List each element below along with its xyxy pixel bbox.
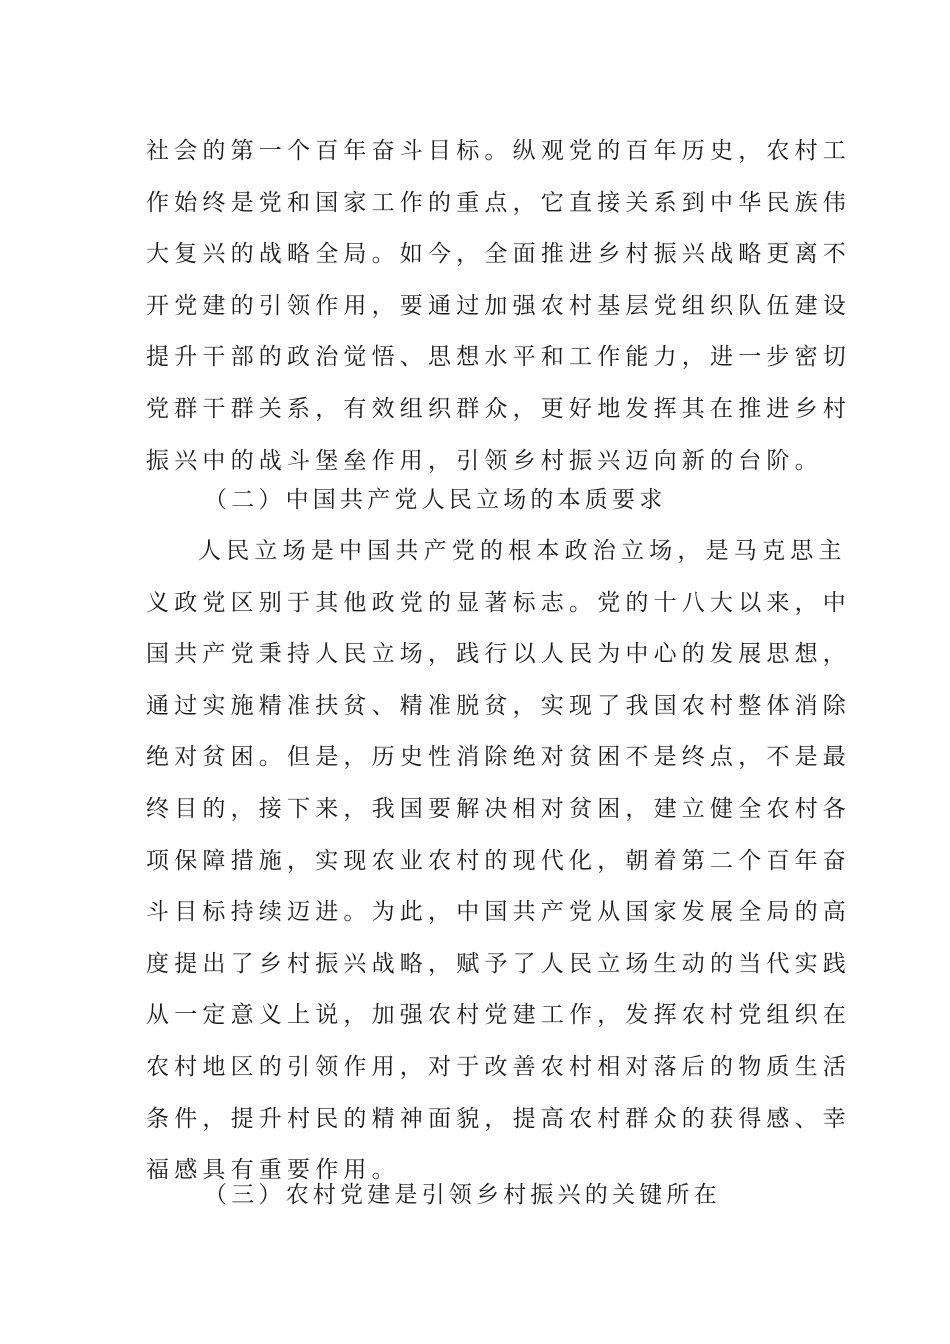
paragraph-line: 开党建的引领作用，要通过加强农村基层党组织队伍建设 bbox=[146, 292, 851, 319]
paragraph-line: 振兴中的战斗堡垒作用，引领乡村振兴迈向新的台阶。 bbox=[146, 447, 823, 474]
paragraph-line: 通过实施精准扶贫、精准脱贫，实现了我国农村整体消除 bbox=[146, 692, 851, 719]
paragraph-line: 提升干部的政治觉悟、思想水平和工作能力，进一步密切 bbox=[146, 344, 851, 371]
paragraph-line: 斗目标持续迈进。为此，中国共产党从国家发展全局的高 bbox=[146, 899, 851, 926]
paragraph-line: 农村地区的引领作用，对于改善农村相对落后的物质生活 bbox=[146, 1053, 851, 1080]
paragraph-line: 从一定意义上说，加强农村党建工作，发挥农村党组织在 bbox=[146, 1002, 851, 1029]
paragraph-line: 度提出了乡村振兴战略，赋予了人民立场生动的当代实践 bbox=[146, 950, 851, 977]
paragraph-line: 人民立场是中国共产党的根本政治立场，是马克思主 bbox=[198, 538, 847, 564]
paragraph-1 bbox=[146, 126, 851, 487]
paragraph-line: 国共产党秉持人民立场，践行以人民为中心的发展思想， bbox=[146, 641, 851, 668]
paragraph-line: 大复兴的战略全局。如今，全面推进乡村振兴战略更离不 bbox=[146, 241, 851, 268]
paragraph-line: 义政党区别于其他政党的显著标志。党的十八大以来，中 bbox=[146, 589, 851, 616]
paragraph-line: 福感具有重要作用。 bbox=[146, 1157, 400, 1184]
section-heading-3: （三）农村党建是引领乡村振兴的关键所在 bbox=[204, 1182, 721, 1208]
paragraph-line: 绝对贫困。但是，历史性消除绝对贫困不是终点，不是最 bbox=[146, 744, 851, 771]
paragraph-line: 作始终是党和国家工作的重点，它直接关系到中华民族伟 bbox=[146, 189, 851, 216]
paragraph-line: 终目的，接下来，我国要解决相对贫困，建立健全农村各 bbox=[146, 795, 851, 822]
paragraph-2 bbox=[146, 526, 851, 1197]
section-heading-2: （二）中国共产党人民立场的本质要求 bbox=[204, 487, 667, 513]
paragraph-line: 条件，提升村民的精神面貌，提高农村群众的获得感、幸 bbox=[146, 1105, 851, 1132]
paragraph-line: 党群干群关系，有效组织群众，更好地发挥其在推进乡村 bbox=[146, 395, 851, 422]
paragraph-line: 社会的第一个百年奋斗目标。纵观党的百年历史，农村工 bbox=[146, 138, 851, 164]
paragraph-line: 项保障措施，实现农业农村的现代化，朝着第二个百年奋 bbox=[146, 847, 851, 874]
